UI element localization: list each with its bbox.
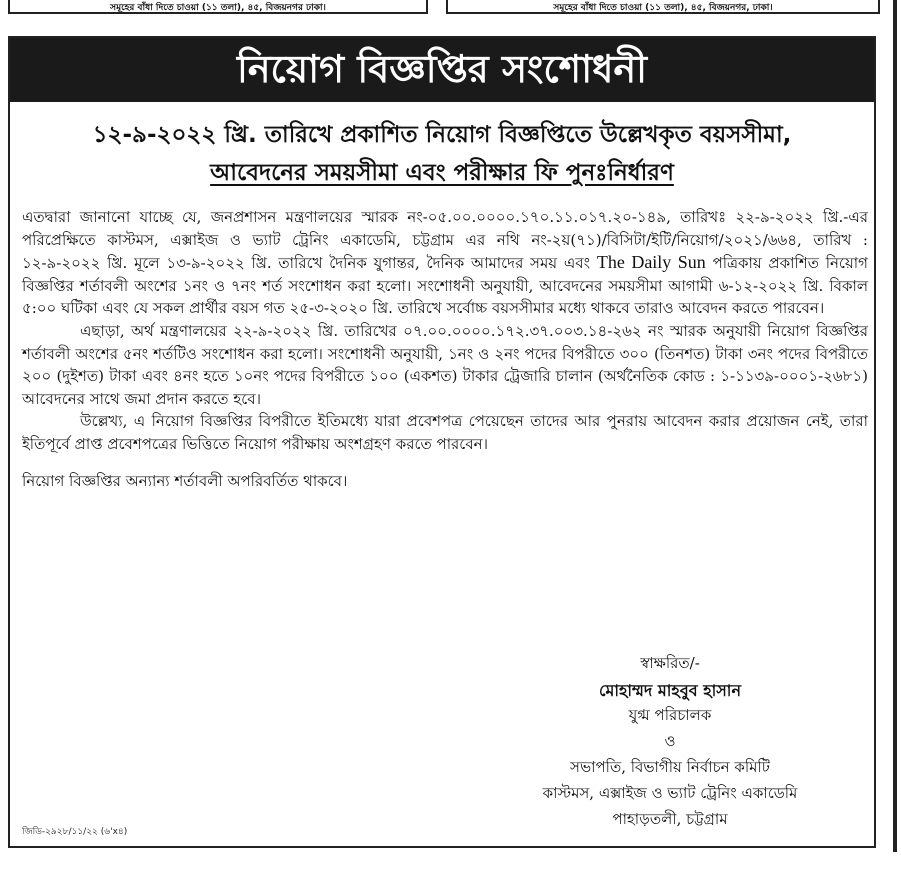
signatory-organization: কাস্টমস, এক্সাইজ ও ভ্যাট ট্রেনিং একাডেমি [542, 784, 798, 802]
top-strip [0, 0, 901, 16]
signatory-location: পাহাড়তলী, চট্টগ্রাম [612, 810, 728, 828]
paragraph-1-part-a: এতদ্বারা জানানো যাচ্ছে যে, জনপ্রশাসন মন্ত্রণালয়ের স্মারক নং-০৫.০০.০০০০.১৭০.১১.০১৭.২০-১৪৯, তারিখঃ ২২-৯-২০২২ খ্রি.-এর পরিপ্রেক্ষিতে কাস্টমস, এক্সাইজ ও ভ্যাট ট্রেনিং একাডেমি, চট্টগ্রাম এর নথি নং-২য়(৭১)/বিসিটা/ইটি/নিয়োগ/২০২১/৬৬৪, তারিখ : ১২-৯-২০২২ খ্রি. মূলে ১৩-৯-২০২২ খ্রি. তারিখে দৈনিক যুগান্তর, দৈনিক আমাদের সময় এবং [22, 208, 868, 273]
footer-code: জিডি-২৯২৮/১১/২২ (৬'x৪) [22, 827, 128, 837]
notice-subtitle-line2: আবেদনের সময়সীমা এবং পরীক্ষার ফি পুনঃনির্ধারণ [210, 160, 674, 186]
signatory-role: সভাপতি, বিভাগীয় নির্বাচন কমিটি [570, 758, 770, 776]
newspaper-name: The Daily Sun [596, 252, 706, 273]
notice-subtitle-line1: ১২-৯-২০২২ খ্রি. তারিখে প্রকাশিত নিয়োগ বিজ্ঞপ্তিতে উল্লেখকৃত বয়সসীমা, [92, 122, 792, 148]
paragraph-4: নিয়োগ বিজ্ঞপ্তির অন্যান্য শর্তাবলী অপরিবর্তিত থাকবে। [22, 471, 348, 490]
notice-title: নিয়োগ বিজ্ঞপ্তির সংশোধনী [10, 38, 874, 102]
notice-body [22, 206, 868, 492]
paragraph-2: এছাড়া, অর্থ মন্ত্রণালয়ের ২২-৯-২০২২ খ্রি. তারিখের ০৭.০০.০০০০.১৭২.৩৭.০০৩.১৪-২৬২ নং স্মারক অনুযায়ী নিয়োগ বিজ্ঞপ্তির শর্তাবলী অংশের ৫নং শর্তটিও সংশোধন করা হলো। সংশোধনী অনুযায়ী, ১নং ও ২নং পদের বিপরীতে ৩০০ (তিনশত) টাকা ৩নং পদের বিপরীতে ২০০ (দুইশত) টাকা এবং ৪নং হতে ১০নং পদের বিপরীতে ১০০ (একশত) টাকার ট্রেজারি চালান (অর্থনৈতিক কোড : ১-১১৩৯-০০০১-২৬৮১) আবেদনের সাথে জমা প্রদান করতে হবে। [22, 321, 868, 408]
notice-subtitle-line2-wrap [10, 154, 874, 193]
signatory-conjunction: ও [664, 732, 676, 750]
column-rule [893, 0, 897, 852]
signatory-designation: যুগ্ম পরিচালক [628, 706, 712, 724]
neighbor-ad-left: সমূহের বাঁধা দিতে চাওয়া (১১ তলা), ৪৫, বিজয়নগর ঢাকা। [8, 0, 428, 14]
notice-box [8, 36, 876, 848]
paragraph-3: উল্লেখ্য, এ নিয়োগ বিজ্ঞপ্তির বিপরীতে ইতিমধ্যে যারা প্রবেশপত্র পেয়েছেন তাদের আর পুনরায় আবেদন করার প্রয়োজন নেই, তারা ইতিপূর্বে প্রাপ্ত প্রবেশপত্রের ভিত্তিতে নিয়োগ পরীক্ষায় অংশগ্রহণ করতে পারবেন। [22, 412, 868, 453]
signatory-name: মোহাম্মদ মাহবুব হাসান [598, 681, 742, 700]
neighbor-ad-right: সমূহের বাঁধা দিতে চাওয়া (১১ তলা), ৪৫, বিজয়নগর, ঢাকা। [446, 0, 880, 14]
paragraph-1 [22, 206, 868, 320]
paragraph-1-part-b: পত্রিকায় প্রকাশিত নিয়োগ বিজ্ঞপ্তির শর্তাবলী অংশের ১নং ও ৭নং শর্ত সংশোধন করা হলো। সংশোধনী অনুযায়ী, আবেদনের সময়সীমা আগামী ৬-১২-২০২২ খ্রি. বিকাল ৫:০০ ঘটিকা এবং যে সকল প্রার্থীর বয়স গত ২৫-৩-২০২০ খ্রি. তারিখে সর্বোচ্চ বয়সসীমার মধ্যে থাকবে তারাও আবেদন করতে পারবেন। [22, 254, 868, 318]
signed-mark: স্বাক্ষরিত/- [640, 654, 700, 672]
